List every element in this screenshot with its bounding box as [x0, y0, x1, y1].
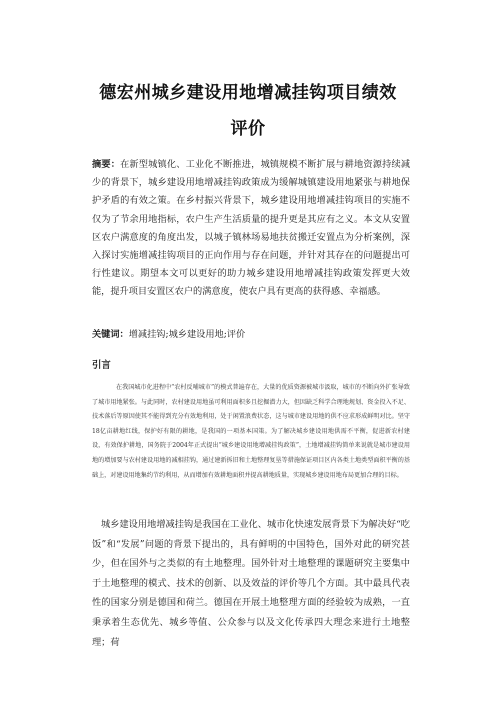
intro-heading: 引言: [92, 360, 111, 371]
abstract-text: 在新型城镇化、工业化不断推进，城镇规模不断扩展与耕地资源持续减少的背景下，城乡建设用地增减挂钩政策成为缓解城镇建设用地紧张与耕地保护矛盾的有效之策。在乡村振兴背景下，城乡建设用地增减挂钩项目的实施不仅为了节余用地指标，农户生产生活质量的提升更是其应有之义。本文从安置区农户满意度的角度出发，以城子镇林场易地扶贫搬迁安置点为分析案例，深入探讨实施增减挂钩项目的正向作用与存在问题，并针对其存在的问题提出可行性建议。期望本文可以更好的助力城乡建设用地增减挂钩政策发挥更大效能，提升项目安置区农户的满意度，使农户具有更高的获得感、幸福感。: [92, 159, 411, 298]
body-paragraph: 城乡建设用地增减挂钩是我国在工业化、城市化快速发展背景下为解决好“吃饭”和“发展”问题的背景下提出的，具有鲜明的中国特色，国外对此的研究甚少，但在国外与之类似的有土地整理。国外针对土地整理的课题研究主要集中于土地整理的模式、技术的创新、以及效益的评价等几个方面。其中最具代表性的国家分别是德国和荷兰。德国在开展土地整理方面的经验较为成熟，一直秉承着生态优先、城乡等值、公众参与以及文化传承四大理念来进行土地整理；荷: [92, 519, 410, 648]
keywords-label: 关键词：: [92, 329, 129, 340]
paper-title-line2: 评价: [230, 119, 266, 139]
abstract-label: 摘要：: [92, 159, 121, 170]
keywords-text: 增减挂钩;城乡建设用地;评价: [128, 329, 246, 340]
paper-title-line1: 德宏州城乡建设用地增减挂钩项目绩效: [99, 83, 397, 103]
body-text: [92, 515, 410, 652]
intro-quote-text: 在我国城市化进程中“农村反哺城市”的模式普遍存在，大量的优质资源被城市汲取，城市的不断向外扩张导致了城市用地紧张。与此同时，农村建设用地虽可利用面积多且挖掘潜力大，但因缺乏科学合理地规划、资金投入不足、技术落后等原因使其不能得到充分有效地利用，处于闲置浪费状态，这与城市建设用地的供不应求形成鲜明对比。坚守18亿亩耕地红线，保护好有限的耕地，是我国的一项基本国策。为了解决城乡建设用地供需不平衡，促进新农村建设，有效保护耕地，国务院于2004年正式提出“城乡建设用地增减挂钩政策”，土地增减挂钩简单来说就是城市建设用地的增加要与农村建设用地的减相挂钩，通过建新拆旧和土地整理复垦等措施保证项目区内各类土地类型面积平衡的基础上，对建设用地集约节约利用，从而增加有效耕地面积并提高耕地质量，实现城乡建设用地布局更加合理的目标。: [92, 384, 410, 479]
intro-quote: [92, 381, 410, 483]
abstract: [92, 156, 410, 302]
keywords: [92, 328, 410, 342]
